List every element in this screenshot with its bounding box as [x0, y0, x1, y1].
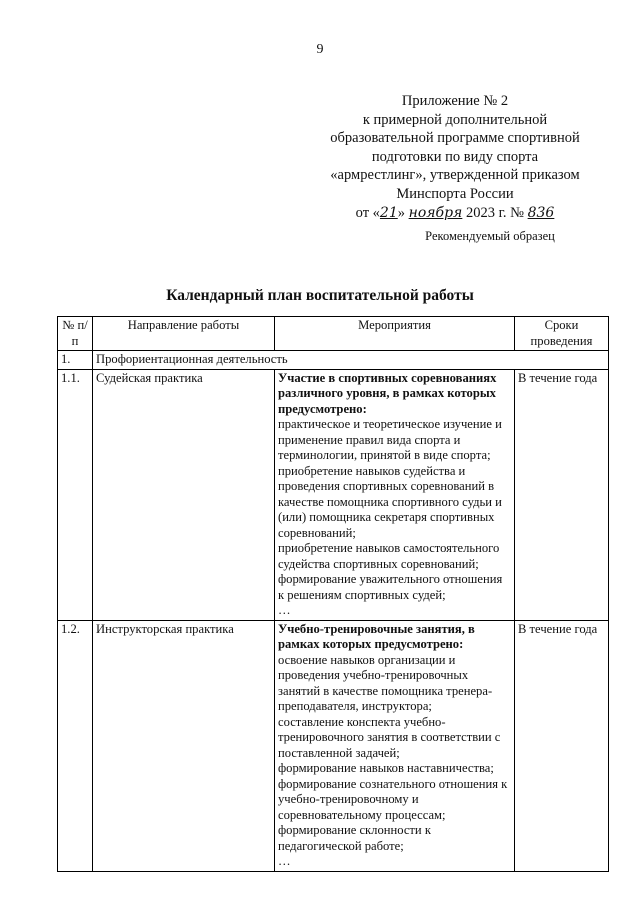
recommended-sample-label: Рекомендуемый образец	[425, 229, 555, 243]
order-month: ноября	[408, 204, 463, 221]
table-row	[58, 620, 609, 871]
order-mid: »	[397, 204, 409, 221]
row-events	[275, 369, 515, 620]
event-item: формирование навыков наставничества;	[278, 761, 494, 775]
page-number: 9	[316, 42, 324, 57]
order-day: 21	[379, 204, 398, 221]
header-num: № п/п	[58, 317, 93, 351]
row-direction: Инструкторская практика	[93, 620, 275, 871]
event-item: приобретение навыков самостоятельного судейства спортивных соревнований;	[278, 541, 500, 571]
appendix-line: Приложение № 2	[401, 93, 509, 109]
event-item: формирование уважительного отношения к решениям спортивных судей;	[278, 572, 503, 602]
event-item: приобретение навыков судейства и проведения спортивных соревнований в качестве помощника спортивного судьи и (или) помощника секретаря спортивных соревнований;	[278, 463, 502, 540]
appendix-line: к примерной дополнительной	[362, 111, 548, 128]
event-item: составление конспекта учебно-тренировочного занятия в соответствии с поставленной задачей;	[278, 714, 501, 760]
events-heading: Участие в спортивных соревнованиях различного уровня, в рамках которых предусмотрено:	[278, 370, 497, 416]
event-item: …	[278, 603, 291, 617]
order-line	[300, 204, 610, 223]
event-item: формирование склонности к педагогической работе;	[278, 823, 431, 853]
event-item: формирование сознательного отношения к учебно-тренировочному и соревновательному процессам;	[278, 776, 508, 822]
section-row	[58, 351, 609, 370]
appendix-line: подготовки по виду спорта	[371, 148, 539, 165]
header-terms: Сроки проведения	[515, 317, 609, 351]
row-events	[275, 620, 515, 871]
order-prefix: от «	[355, 204, 380, 221]
events-heading: Учебно-тренировочные занятия, в рамках которых предусмотрено:	[278, 621, 475, 651]
row-direction: Судейская практика	[93, 369, 275, 620]
event-item: …	[278, 854, 291, 868]
header-direction: Направление работы	[93, 317, 275, 351]
order-number: 836	[527, 204, 555, 221]
appendix-line: Минспорта России	[396, 185, 514, 202]
header-events: Мероприятия	[275, 317, 515, 351]
appendix-line: образовательной программе спортивной	[330, 130, 580, 147]
table-row	[58, 369, 609, 620]
appendix-block	[300, 92, 610, 222]
event-item: практическое и теоретическое изучение и применение правил вида спорта и терминологии, принятой в виде спорта;	[278, 417, 502, 462]
row-num: 1.2.	[58, 620, 93, 871]
row-terms: В течение года	[515, 369, 609, 620]
event-item: освоение навыков организации и проведения учебно-тренировочных занятий в качестве помощника тренера-преподавателя, инструктора;	[278, 652, 493, 713]
section-title: Профориентационная деятельность	[93, 351, 609, 370]
row-num: 1.1.	[58, 369, 93, 620]
order-year: 2023 г. №	[462, 204, 528, 221]
appendix-line: «армрестлинг», утвержденной приказом	[330, 167, 580, 184]
section-num: 1.	[58, 351, 93, 370]
document-title: Календарный план воспитательной работы	[166, 287, 474, 304]
table-header-row	[58, 317, 609, 351]
row-terms: В течение года	[515, 620, 609, 871]
plan-table	[57, 316, 609, 872]
